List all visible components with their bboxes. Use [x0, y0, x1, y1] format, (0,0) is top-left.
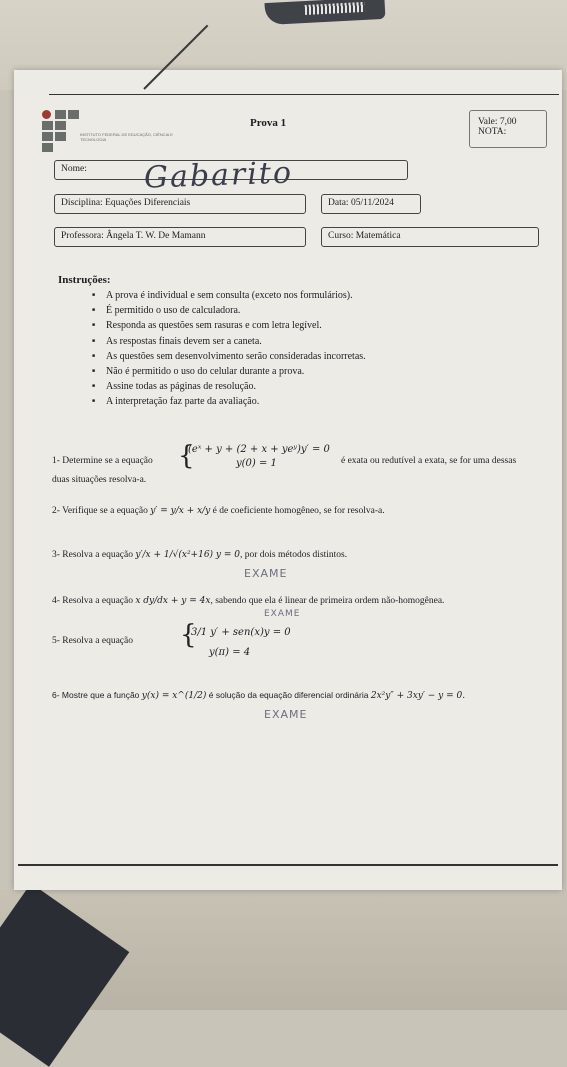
question-6-prefix: 6- Mostre que a função	[52, 690, 140, 700]
instruction-item: ■ A prova é individual e sem consulta (exceto nos formulários).	[92, 288, 472, 303]
instruction-item: ■ Não é permitido o uso do celular durante a prova.	[92, 364, 472, 379]
question-1-line-2: duas situações resolva-a.	[52, 475, 147, 485]
question-3	[52, 550, 347, 560]
question-2	[52, 506, 385, 516]
question-6-middle: é solução da equação diferencial ordinária	[208, 690, 369, 700]
question-5-condition: y(π) = 4	[209, 647, 251, 658]
brace-icon: {	[180, 620, 197, 650]
handwritten-name: Gabarito	[143, 155, 294, 196]
question-4-prefix: 4- Resolva a equação	[52, 596, 133, 606]
instruction-item: ■ Responda as questões sem rasuras e com letra legível.	[92, 318, 472, 333]
question-3-equation: y′/x + 1/√(x²+16) y = 0	[135, 550, 240, 560]
instructions-list	[92, 288, 472, 410]
professor-field: Professora: Ângela T. W. De Mamann	[54, 227, 306, 247]
question-4	[52, 596, 444, 606]
question-1-condition: y(0) = 1	[236, 458, 277, 469]
question-4-equation: x dy/dx + y = 4x	[135, 596, 211, 606]
instructions-title: Instruções:	[58, 274, 111, 286]
exam-title: Prova 1	[250, 117, 287, 129]
handwritten-mark-6: EXAME	[264, 708, 308, 721]
discipline-field: Disciplina: Equações Diferenciais	[54, 194, 306, 214]
score-value: Vale: 7,00	[478, 117, 517, 127]
question-4-suffix: , sabendo que ela é linear de primeira ordem não-homogênea.	[210, 596, 445, 606]
question-5-prefix: 5- Resolva a equação	[52, 636, 133, 646]
institute-name: INSTITUTO FEDERAL DE EDUCAÇÃO, CIÊNCIA E TECNOLOGIA	[80, 132, 173, 142]
handwritten-mark-3: EXAME	[244, 567, 288, 580]
handwritten-mark-4: EXAME	[264, 609, 301, 619]
question-1-prefix: 1- Determine se a equação	[52, 456, 153, 466]
course-field: Curso: Matemática	[321, 227, 539, 247]
score-box	[469, 110, 547, 148]
bottom-rule	[18, 864, 558, 866]
question-3-prefix: 3- Resolva a equação	[52, 550, 133, 560]
instruction-item: ■ A interpretação faz parte da avaliação.	[92, 394, 472, 409]
question-2-suffix: é de coeficiente homogêneo, se for resolva-a.	[212, 506, 385, 516]
exam-sheet	[14, 70, 562, 890]
question-6-function: y(x) = x^(1/2)	[141, 691, 207, 701]
question-2-prefix: 2- Verifique se a equação	[52, 506, 148, 516]
institute-logo-icon	[42, 110, 102, 152]
instruction-item: ■ Assine todas as páginas de resolução.	[92, 379, 472, 394]
brace-icon: {	[178, 441, 195, 471]
instruction-item: ■ É permitido o uso de calculadora.	[92, 303, 472, 318]
name-label: Nome:	[61, 164, 87, 174]
question-6	[52, 690, 465, 701]
question-1-suffix: é exata ou redutível a exata, se for uma dessas	[341, 456, 517, 466]
instruction-item: ■ As questões sem desenvolvimento serão consideradas incorretas.	[92, 349, 472, 364]
grade-label: NOTA:	[478, 127, 507, 137]
question-6-equation: 2x²y″ + 3xy′ − y = 0.	[370, 691, 466, 701]
instruction-item: ■ As respostas finais devem ser a caneta.	[92, 334, 472, 349]
question-1-equation: (eˣ + y + (2 + x + yeʸ)y′ = 0	[188, 444, 330, 455]
date-field: Data: 05/11/2024	[321, 194, 421, 214]
top-rule	[49, 94, 559, 95]
question-2-equation: y′ = y/x + x/y	[150, 506, 211, 516]
question-5-equation: 3/1 y′ + sen(x)y = 0	[191, 627, 291, 638]
question-3-suffix: , por dois métodos distintos.	[239, 550, 348, 560]
